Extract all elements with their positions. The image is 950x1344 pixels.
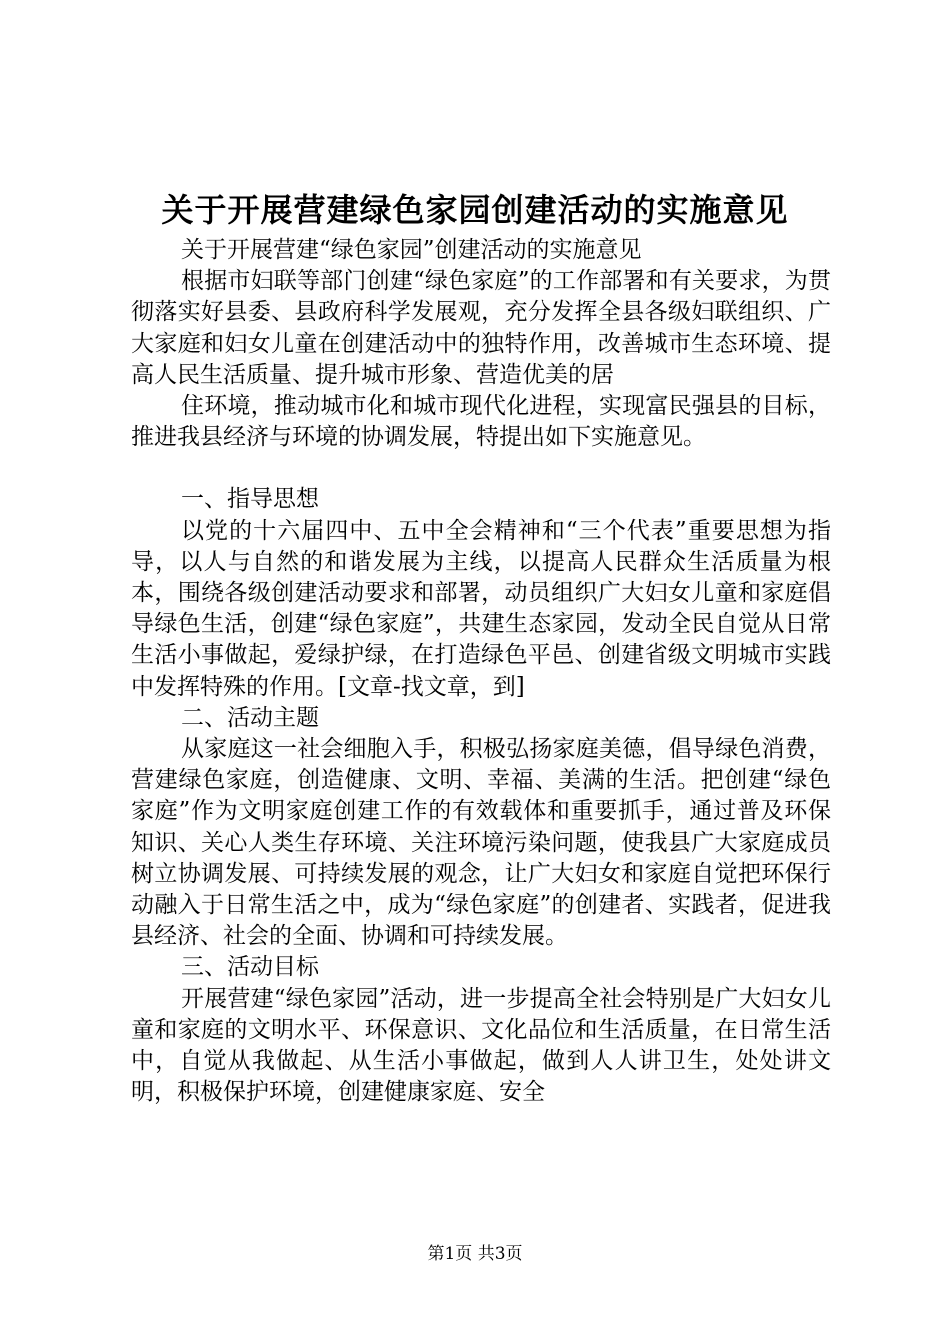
document-title: 关于开展营建绿色家园创建活动的实施意见 xyxy=(161,191,789,229)
paragraph-intro-continued: 住环境，推动城市化和城市现代化进程，实现富民强县的目标，推进我县经济与环境的协调发展，特提出如下实施意见。 xyxy=(131,393,831,451)
page-number-footer: 第1页 共3页 xyxy=(427,1244,523,1264)
paragraph-guiding-thought: 以党的十六届四中、五中全会精神和“三个代表”重要思想为指导，以人与自然的和谐发展为主线，以提高人民群众生活质量为根本，围绕各级创建活动要求和部署，动员组织广大妇女儿童和家庭倡导绿色生活，创建“绿色家庭”，共建生态家园，发动全民自觉从日常生活小事做起，爱绿护绿，在打造绿色平邑、创建省级文明城市实践中发挥特殊的作用。[文章-找文章，到] xyxy=(131,517,831,700)
paragraph-subtitle: 关于开展营建“绿色家园”创建活动的实施意见 xyxy=(181,237,642,263)
paragraph-intro: 根据市妇联等部门创建“绿色家庭”的工作部署和有关要求，为贯彻落实好县委、县政府科学发展观，充分发挥全县各级妇联组织、广大家庭和妇女儿童在创建活动中的独特作用，改善城市生态环境、提高人民生活质量、提升城市形象、营造优美的居 xyxy=(131,268,831,388)
section-heading-activity-goals: 三、活动目标 xyxy=(181,954,319,981)
section-heading-guiding-thought: 一、指导思想 xyxy=(181,486,319,513)
section-heading-activity-theme: 二、活动主题 xyxy=(181,704,319,731)
paragraph-activity-theme: 从家庭这一社会细胞入手，积极弘扬家庭美德，倡导绿色消费，营建绿色家庭，创造健康、文明、幸福、美满的生活。把创建“绿色家庭”作为文明家庭创建工作的有效载体和重要抓手，通过普及环保知识、关心人类生存环境、关注环境污染问题，使我县广大家庭成员树立协调发展、可持续发展的观念，让广大妇女和家庭自觉把环保行动融入于日常生活之中，成为“绿色家庭”的创建者、实践者，促进我县经济、社会的全面、协调和可持续发展。 xyxy=(131,736,831,950)
document-body xyxy=(131,235,831,1108)
paragraph-activity-goals: 开展营建“绿色家园”活动，进一步提高全社会特别是广大妇女儿童和家庭的文明水平、环保意识、文化品位和生活质量，在日常生活中，自觉从我做起、从生活小事做起，做到人人讲卫生，处处讲文明，积极保护环境，创建健康家庭、安全 xyxy=(131,985,831,1106)
paragraph-gap xyxy=(131,453,831,484)
